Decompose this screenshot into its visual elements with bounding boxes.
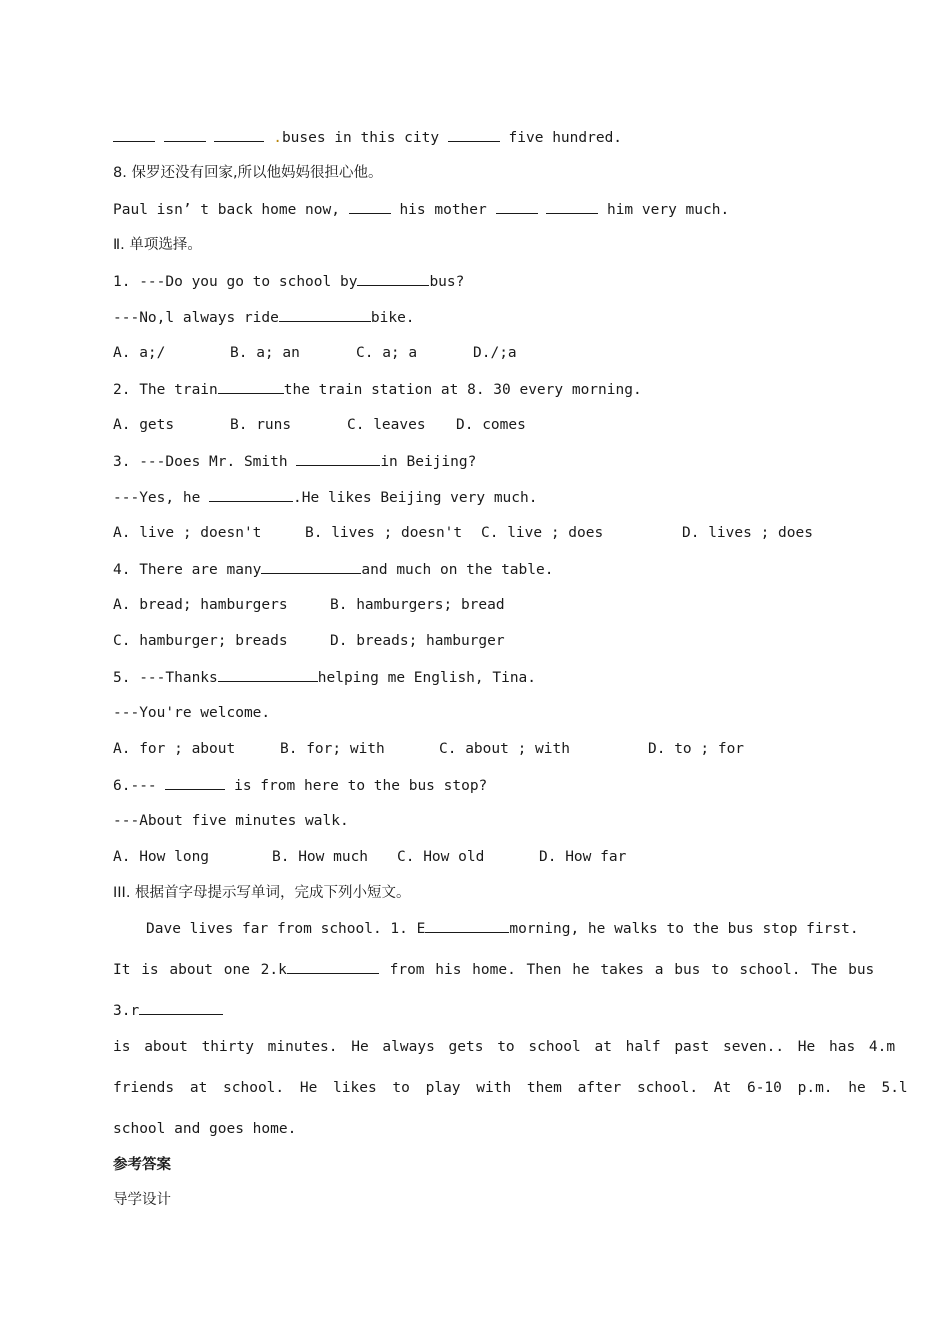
mc2-option-b[interactable]: B. runs xyxy=(230,417,292,433)
passage-line-5: friends at school. He likes to play with them after school. At 6-10 p.m. he 5.l xyxy=(113,1080,908,1096)
blank-1[interactable] xyxy=(425,918,509,933)
blank[interactable] xyxy=(165,775,225,790)
blank[interactable] xyxy=(448,127,500,142)
blank[interactable] xyxy=(214,127,264,142)
blank[interactable] xyxy=(496,199,538,214)
mc6-option-a[interactable]: A. How long xyxy=(113,849,210,865)
mc6-option-c[interactable]: C. How old xyxy=(397,849,485,865)
mc2-option-c[interactable]: C. leaves xyxy=(347,417,426,433)
passage-line-2: It is about one 2.k from his home. Then he takes a bus to school. The bus xyxy=(113,959,874,980)
mc2-line1: 2. The train the train station at 8. 30 every morning. xyxy=(113,379,642,400)
guide-title: 导学设计 xyxy=(113,1192,171,1208)
blank[interactable] xyxy=(164,127,206,142)
mc5-option-c[interactable]: C. about ; with xyxy=(439,741,570,757)
q8-answer-line: Paul isn’ t back home now, his mother him very much. xyxy=(113,199,729,220)
blank[interactable] xyxy=(218,667,318,682)
mc5-option-a[interactable]: A. for ; about xyxy=(113,741,236,757)
q7-tail-line: .buses in this city five hundred. xyxy=(113,127,622,148)
mc1-line2: ---No,l always ride bike. xyxy=(113,307,415,328)
mc5-option-d[interactable]: D. to ; for xyxy=(648,741,745,757)
mc6-line2: ---About five minutes walk. xyxy=(113,813,349,829)
mc4-option-a[interactable]: A. bread; hamburgers xyxy=(113,597,288,613)
mc3-option-d[interactable]: D. lives ; does xyxy=(682,525,813,541)
mc4-option-b[interactable]: B. hamburgers; bread xyxy=(330,597,505,613)
mc6-line1: 6.--- is from here to the bus stop? xyxy=(113,775,487,796)
mc3-option-c[interactable]: C. live ; does xyxy=(481,525,604,541)
mc2-option-d[interactable]: D. comes xyxy=(456,417,526,433)
section-3-title: III. 根据首字母提示写单词，完成下列小短文。 xyxy=(113,885,411,901)
passage-line-1: Dave lives far from school. 1. E morning, he walks to the bus stop first. xyxy=(146,918,859,939)
passage-line-4: is about thirty minutes. He always gets to school at half past seven.. He has 4.m xyxy=(113,1039,896,1055)
mc1-option-b[interactable]: B. a; an xyxy=(230,345,300,361)
mc4-option-c[interactable]: C. hamburger; breads xyxy=(113,633,288,649)
mc4-option-d[interactable]: D. breads; hamburger xyxy=(330,633,505,649)
blank-3[interactable] xyxy=(139,1000,223,1015)
blank-2[interactable] xyxy=(287,959,379,974)
mc3-line1: 3. ---Does Mr. Smith in Beijing? xyxy=(113,451,476,472)
mc3-option-b[interactable]: B. lives ; doesn't xyxy=(305,525,463,541)
mc3-option-a[interactable]: A. live ; doesn't xyxy=(113,525,262,541)
mc5-line2: ---You're welcome. xyxy=(113,705,271,721)
blank[interactable] xyxy=(113,127,155,142)
blank[interactable] xyxy=(218,379,284,394)
mc4-line1: 4. There are many and much on the table. xyxy=(113,559,553,580)
mc2-option-a[interactable]: A. gets xyxy=(113,417,175,433)
mc3-line2: ---Yes, he .He likes Beijing very much. xyxy=(113,487,537,508)
blank[interactable] xyxy=(357,271,429,286)
blank[interactable] xyxy=(296,451,380,466)
blank[interactable] xyxy=(349,199,391,214)
blank[interactable] xyxy=(279,307,371,322)
mc6-option-d[interactable]: D. How far xyxy=(539,849,627,865)
mc1-option-c[interactable]: C. a; a xyxy=(356,345,418,361)
answers-title: 参考答案 xyxy=(113,1157,171,1173)
mc5-line1: 5. ---Thanks helping me English, Tina. xyxy=(113,667,536,688)
mc5-option-b[interactable]: B. for; with xyxy=(280,741,385,757)
mc6-option-b[interactable]: B. How much xyxy=(272,849,369,865)
blank[interactable] xyxy=(209,487,293,502)
blank[interactable] xyxy=(261,559,361,574)
blank[interactable] xyxy=(546,199,598,214)
q8-prompt: 8. 保罗还没有回家,所以他妈妈很担心他。 xyxy=(113,165,383,181)
mc1-line1: 1. ---Do you go to school by bus? xyxy=(113,271,464,292)
passage-line-3: 3.r xyxy=(113,1000,223,1021)
mc1-option-a[interactable]: A. a;/ xyxy=(113,345,166,361)
mc1-option-d[interactable]: D./;a xyxy=(473,345,517,361)
section-2-title: Ⅱ. 单项选择。 xyxy=(113,237,202,253)
passage-line-6: school and goes home. xyxy=(113,1121,297,1137)
